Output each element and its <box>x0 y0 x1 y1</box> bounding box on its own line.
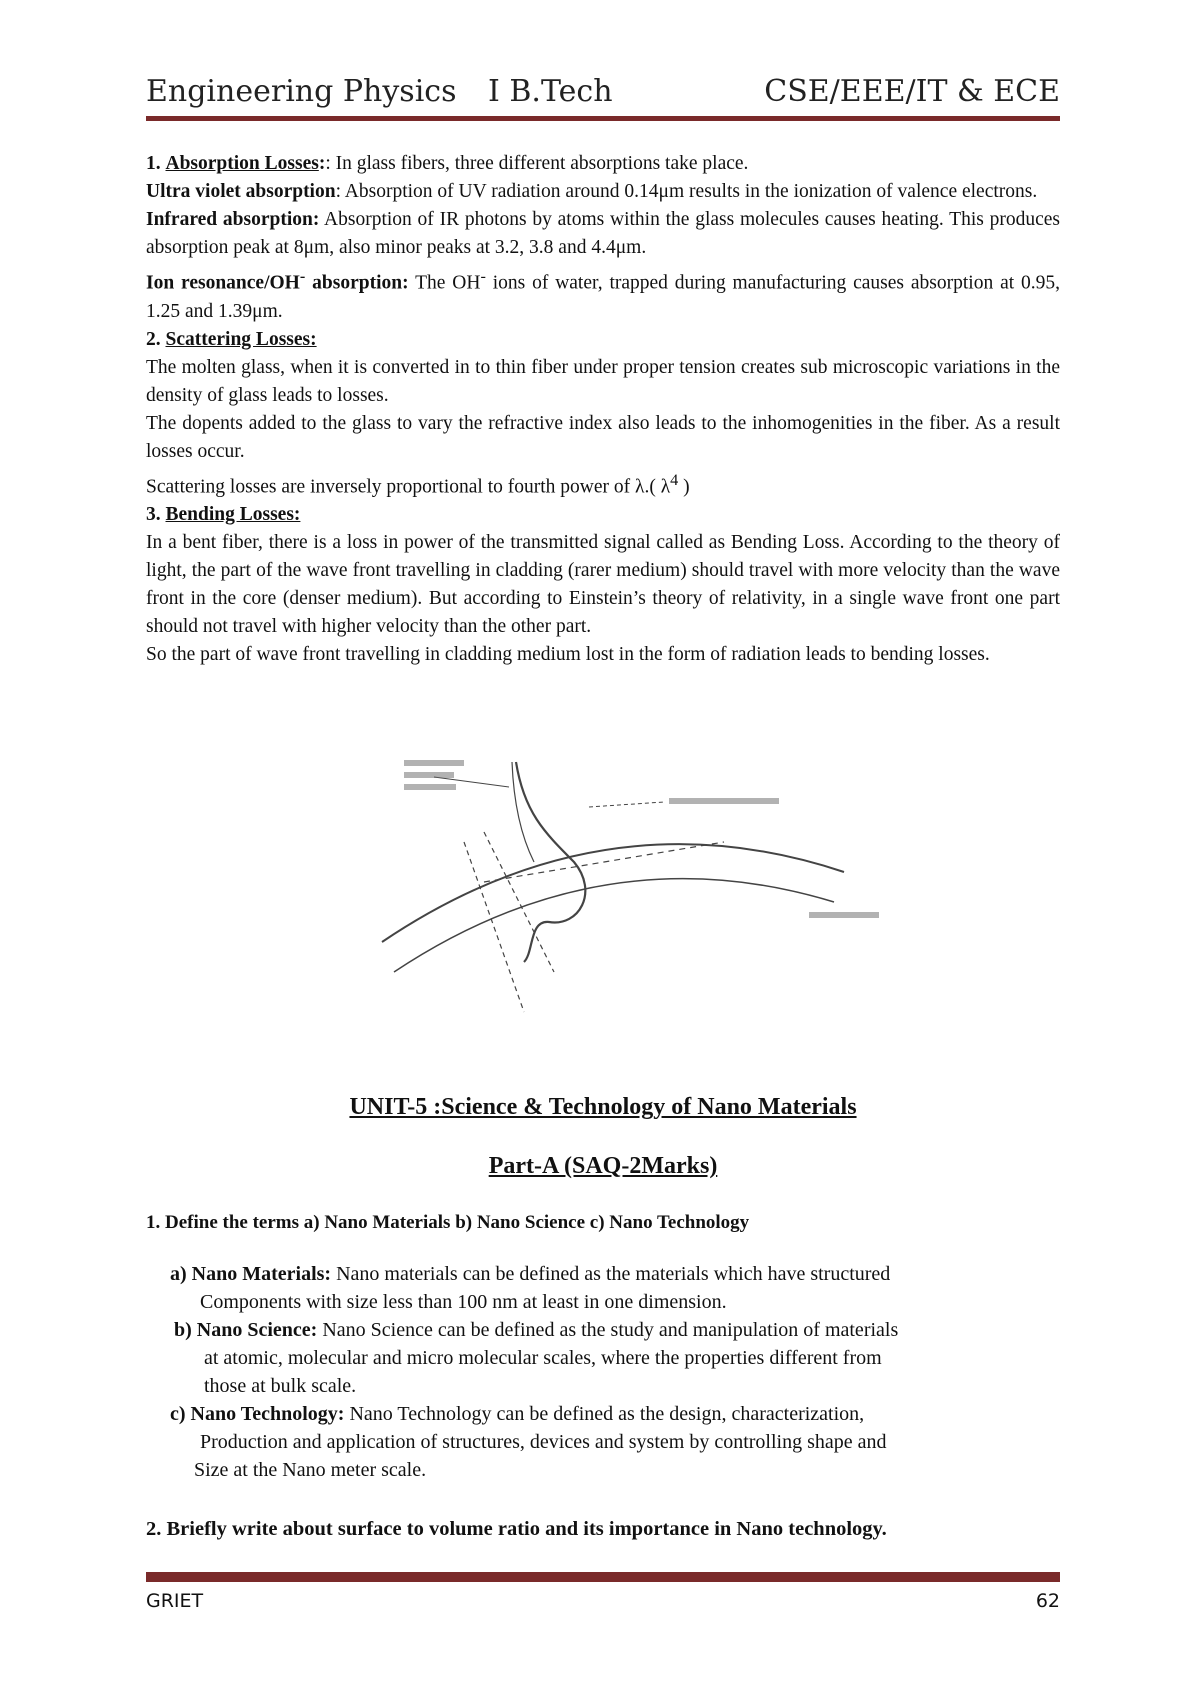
answer-b <box>170 1316 1060 1400</box>
bending-p2: So the part of wave front travelling in cladding medium lost in the form of radiation leads to bending losses. <box>146 644 990 665</box>
answer-a-label: a) Nano Materials: <box>170 1263 332 1285</box>
scattering-p3-sup: 4 <box>670 470 679 489</box>
field-curve-tail <box>512 762 534 862</box>
uv-text: : Absorption of UV radiation around 0.14μm results in the ionization of valence electrons. <box>335 181 1038 202</box>
absorption-number: 1. <box>146 153 161 174</box>
scattering-title: Scattering Losses: <box>165 328 317 350</box>
answer-c-text-3: Size at the Nano meter scale. <box>194 1459 427 1481</box>
scattering-heading <box>146 326 1060 354</box>
page-header <box>146 72 1060 116</box>
answer-c-text-2: Production and application of structures, devices and system by controlling shape and <box>200 1431 887 1453</box>
bending-number: 3. <box>146 504 161 525</box>
ir-paragraph <box>146 206 1060 262</box>
absorption-heading: 1. Absorption Losses:: In glass fibers, three different absorptions take place. <box>146 153 749 174</box>
answer-a-text-2: Components with size less than 100 nm at least in one dimension. <box>200 1291 727 1313</box>
page-footer <box>146 1590 1060 1620</box>
answer-a-text-1: Nano materials can be defined as the materials which have structured <box>331 1263 891 1285</box>
label-guided-mode-smudge <box>809 912 879 918</box>
ion-text-sup: - <box>480 267 486 285</box>
scattering-p2: The dopents added to the glass to vary the refractive index also leads to the inhomogenities in the fiber. As a result losses occur. <box>146 412 1060 462</box>
answers-list <box>170 1260 1060 1484</box>
label-power-loss-smudge-3 <box>404 784 456 790</box>
unit-title: UNIT-5 :Science & Technology of Nano Materials <box>349 1094 857 1120</box>
scattering-p1: The molten glass, when it is converted in to thin fiber under proper tension creates sub microscopic variations in the density of glass leads to losses. <box>146 356 1060 406</box>
absorption-title: Absorption Losses <box>165 153 319 174</box>
fiber-inner-curve <box>394 879 834 972</box>
uv-paragraph <box>146 178 1060 206</box>
question-1: 1. Define the terms a) Nano Materials b) Nano Science c) Nano Technology <box>146 1212 750 1233</box>
scattering-p3 <box>146 466 1060 502</box>
losses-section <box>146 150 1060 669</box>
label-power-loss-smudge-2 <box>404 772 454 778</box>
header-branches: CSE/EEE/IT & ECE <box>764 74 1060 109</box>
part-title: Part-A (SAQ-2Marks) <box>488 1153 718 1179</box>
ir-text: Absorption of IR photons by atoms within the glass molecules causes heating. This produces absorption peak at 8μm, also minor peaks at 3.2, 3.8 and 4.4μm. <box>146 209 1060 258</box>
ion-text-start: The OH <box>408 272 481 294</box>
leader-line-2 <box>589 802 664 807</box>
bending-title: Bending Losses: <box>165 504 301 525</box>
ion-title-rest: absorption: <box>305 272 409 294</box>
header-subject: Engineering Physics <box>146 74 457 109</box>
scattering-p3-end: ) <box>678 476 690 497</box>
label-field-distribution-smudge <box>669 798 779 804</box>
uv-title: Ultra violet absorption <box>146 181 336 202</box>
answer-c <box>170 1400 1060 1484</box>
answer-b-label: b) Nano Science: <box>174 1319 318 1341</box>
answer-c-text-1: Nano Technology can be defined as the design, characterization, <box>344 1403 865 1425</box>
answer-a <box>170 1260 1060 1316</box>
footer-institution: GRIET <box>146 1590 204 1612</box>
ion-title: Ion resonance/OH <box>146 272 300 294</box>
radius-line-2 <box>484 832 554 972</box>
question-2: 2. Briefly write about surface to volume ratio and its importance in Nano technology. <box>146 1518 887 1540</box>
ir-title: Infrared absorption: <box>146 209 320 230</box>
bending-loss-figure <box>374 752 894 1032</box>
scattering-p3-text: Scattering losses are inversely proportional to fourth power of λ.( λ <box>146 476 671 497</box>
ion-title-sup: - <box>299 267 306 285</box>
absorption-intro: : In glass fibers, three different absorptions take place. <box>325 153 749 174</box>
wavefront-line <box>484 842 724 882</box>
header-rule <box>146 116 1060 121</box>
bending-heading <box>146 501 1060 529</box>
answer-c-label: c) Nano Technology: <box>170 1403 345 1425</box>
footer-rule <box>146 1572 1060 1582</box>
header-course: I B.Tech <box>488 74 613 109</box>
label-power-loss-smudge <box>404 760 464 766</box>
bending-p1: In a bent fiber, there is a loss in power of the transmitted signal called as Bending Loss. According to the theory of light, the part of the wave front travelling in cladding (rarer medium) should travel with more velocity than the wave front in the core (denser medium). But according to Einstein’s theory of relativity, in a single wave front one part should not travel with higher velocity than the other part. <box>146 532 1060 637</box>
page-number: 62 <box>1035 1590 1060 1612</box>
answer-b-text-2: at atomic, molecular and micro molecular scales, where the properties different from <box>204 1347 882 1369</box>
ion-paragraph <box>146 262 1060 326</box>
scattering-number: 2. <box>146 328 161 350</box>
ion-text-end: ions of water, trapped during manufacturing causes absorption at 0.95, 1.25 and 1.39μm. <box>146 272 1060 322</box>
answer-b-text-1: Nano Science can be defined as the study and manipulation of materials <box>317 1319 899 1341</box>
fiber-outer-curve <box>382 844 844 942</box>
answer-b-text-3: those at bulk scale. <box>204 1375 357 1397</box>
